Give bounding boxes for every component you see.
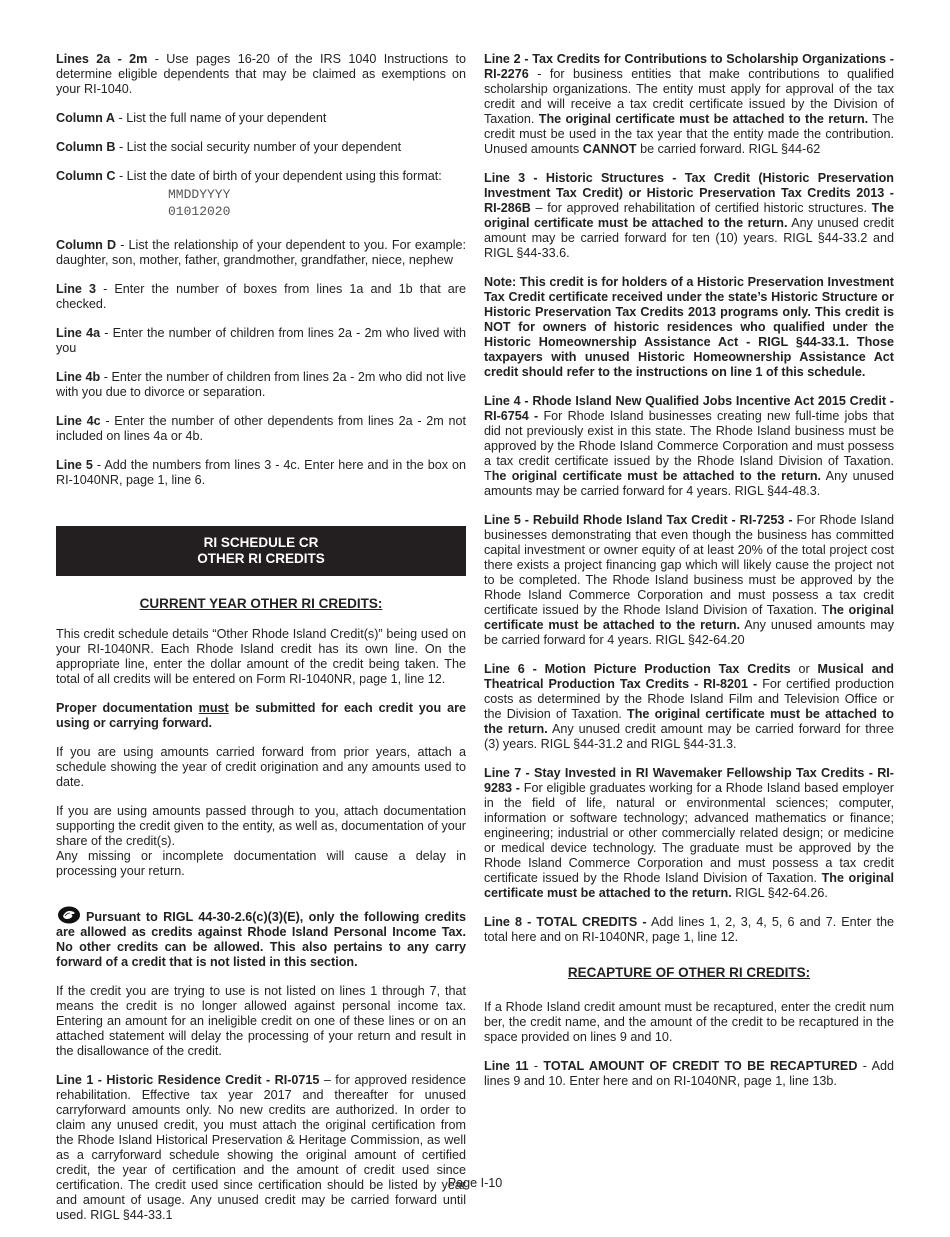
lines-2a-2m-instructions: Lines 2a - 2m - Use pages 16-20 of the IRS 1040 Instructions to determine eligible dependents that may be claimed as exemptions on your RI-1040. <box>56 52 466 96</box>
historic-preservation-note: Note: This credit is for holders of a Historic Preservation Investment Tax Credit certificate received under the state’s Historic Structure or Historic Preservation Tax Credits 2013 programs only. This credit is NOT for owners of historic residences who qualified under the Historic Homeownership Assistance Act - RIGL §44-33.1. Those taxpayers with unused Historic Homeownership Assistance Act credit should refer to the instructions on line 1 of this schedule. <box>484 275 894 379</box>
current-year-heading: CURRENT YEAR OTHER RI CREDITS: <box>139 596 383 611</box>
schedule-intro: This credit schedule details “Other Rhode Island Credit(s)” being used on your RI-1040NR. Each Rhode Island credit has its own line. On the appropriate line, enter the dollar amount of the credit being taken. The total of all credits will be entered on Form RI-1040NR, page 1, line 12. <box>56 627 466 686</box>
column-c-instructions: Column C - List the date of birth of your dependent using this format: <box>56 169 442 183</box>
right-column <box>484 52 894 1103</box>
schedule-subtitle: OTHER RI CREDITS <box>197 551 325 566</box>
recapture-instructions: If a Rhode Island credit amount must be recaptured, enter the credit num ber, the credit name, and the amount of the credit to be recaptured in the space provided on lines 9 and 10. <box>484 1000 894 1044</box>
schedule-title: RI SCHEDULE CR <box>203 535 319 550</box>
credit-line-8-instructions: Line 8 - TOTAL CREDITS - Add lines 1, 2, 3, 4, 5, 6 and 7. Enter the total here and on RI-1040NR, page 1, line 12. <box>484 915 894 944</box>
proper-documentation-note: Proper documentation must be submitted for each credit you are using or carrying forward. <box>56 701 467 730</box>
pursuant-rigl-note: Pursuant to RIGL 44-30-2.6(c)(3)(E), only the following credits are allowed as credits against Rhode Island Personal Income Tax. No other credits can be allowed. This also pertains to any carry forward of a credit that is not listed in this section. <box>56 905 466 970</box>
page-number: Page I-10 <box>447 1176 503 1190</box>
date-format-example <box>168 186 466 220</box>
missing-documentation-note: Any missing or incomplete documentation will cause a delay in processing your return. <box>56 849 466 878</box>
credit-line-6-instructions: Line 6 - Motion Picture Production Tax Credits or Musical and Theatrical Production Tax Credits - RI-8201 - For certified production costs as determined by the Rhode Island Film and Television Office or the Division of Taxation. The original certificate must be attached to the return. Any unused credit amount may be carried forward for three (3) years. RIGL §44-31.2 and RIGL §44-31.3. <box>484 662 894 751</box>
date-format: MMDDYYYY <box>168 187 231 202</box>
passed-through-note: If you are using amounts passed through to you, attach documentation supporting the credit given to the entity, as well as, documentation of your share of the credit(s). <box>56 804 466 848</box>
schedule-cr-banner <box>56 526 466 576</box>
line-4a-instructions: Line 4a - Enter the number of children from lines 2a - 2m who lived with you <box>56 326 466 355</box>
credit-line-7-instructions: Line 7 - Stay Invested in RI Wavemaker Fellowship Tax Credits - RI-9283 - For eligible graduates working for a Rhode Island based employer in the field of life, natural or environmental sciences; computer, information or software technology; advanced mathematics or finance; engineering; industrial or other commercially related design; or medicine or medical device technology. The graduate must be approved by the Rhode Island Commerce Corporation and must possess a tax credit certificate issued by the Rhode Island Division of Taxation. The original certificate must be attached to the return. RIGL §42-64.26. <box>484 766 894 900</box>
date-example: 01012020 <box>168 204 231 219</box>
credit-line-11-instructions: Line 11 - TOTAL AMOUNT OF CREDIT TO BE RECAPTURED - Add lines 9 and 10. Enter here and on RI-1040NR, page 1, line 13b. <box>484 1059 895 1088</box>
line-3-instructions: Line 3 - Enter the number of boxes from lines 1a and 1b that are checked. <box>56 282 466 311</box>
recapture-heading: RECAPTURE OF OTHER RI CREDITS: <box>567 965 811 980</box>
column-d-instructions: Column D - List the relationship of your dependent to you. For example: daughter, son, mother, father, grandmother, grandfather, niece, nephew <box>56 238 466 267</box>
not-listed-note: If the credit you are trying to use is not listed on lines 1 through 7, that means the credit is no longer allowed against personal income tax. Entering an amount for an ineligible credit on one of these lines or on an attached statement will delay the processing of your return and result in the disallowance of the credit. <box>56 984 466 1058</box>
credit-line-3-instructions: Line 3 - Historic Structures - Tax Credit (Historic Preservation Investment Tax Credit) or Historic Preservation Tax Credits 2013 - RI-286B – for approved rehabilitation of certified historic structures. The original certificate must be attached to the return. Any unused credit amount may be carried forward for ten (10) years. RIGL §44-33.2 and RIGL §44-33.6. <box>484 171 894 260</box>
line-1-instructions: Line 1 - Historic Residence Credit - RI-0715 – for approved residence rehabilitation. Effective tax year 2017 and thereafter for unused carryforward amounts only. No new credits are authorized. In order to claim any unused credit, you must attach the original certification from the Rhode Island Historical Preservation & Heritage Commission, as well as a carryforward schedule showing the original amount of certified credit, the year of certification and the amount of credit used since certification. The credit used since certification should be listed by year and amount of usage. Any unused credit may be carried forward until used. RIGL §44-33.1 <box>56 1073 466 1222</box>
credit-line-4-instructions: Line 4 - Rhode Island New Qualified Jobs Incentive Act 2015 Credit - RI-6754 - For Rhode Island businesses creating new full-time jobs that did not previously exist in this state. The Rhode Island business must be approved by the Rhode Island Commerce Corporation and must possess a tax credit certificate issued by the Rhode Island Division of Taxation. The original certificate must be attached to the return. Any unused amounts may be carried forward for 4 years. RIGL §44-48.3. <box>484 394 894 498</box>
carried-forward-note: If you are using amounts carried forward from prior years, attach a schedule showing the year of credit origination and any amounts used to date. <box>56 745 466 789</box>
hand-pointing-icon <box>56 905 82 925</box>
column-b-instructions: Column B - List the social security number of your dependent <box>56 140 402 154</box>
column-a-instructions: Column A - List the full name of your dependent <box>56 111 327 125</box>
line-4c-instructions: Line 4c - Enter the number of other dependents from lines 2a - 2m not included on lines 4a or 4b. <box>56 414 466 443</box>
credit-line-2-instructions: Line 2 - Tax Credits for Contributions to Scholarship Organizations - RI-2276 - for business entities that make contributions to qualified scholarship organizations. The entity must apply for approval of the tax credit and will receive a tax credit certificate issued by the Division of Taxation. The original certificate must be attached to the return. The credit must be used in the tax year that the entity made the contribution. Unused amounts CANNOT be carried forward. RIGL §44-62 <box>484 52 894 156</box>
credit-line-5-instructions: Line 5 - Rebuild Rhode Island Tax Credit - RI-7253 - For Rhode Island businesses demonstrating that even though the business has committed capital investment or owner equity of at least 20% of the total project cost there exists a project financing gap which will likely cause the project not to be completed. The Rhode Island business must be approved by the Rhode Island Commerce Corporation and must possess a tax credit certificate issued by the Rhode Island Division of Taxation. The original certificate must be attached to the return. Any unused amounts may be carried forward for 4 years. RIGL §42-64.20 <box>484 513 894 647</box>
line-4b-instructions: Line 4b - Enter the number of children from lines 2a - 2m who did not live with you due to divorce or separation. <box>56 370 466 399</box>
line-5-instructions: Line 5 - Add the numbers from lines 3 - 4c. Enter here and in the box on RI-1040NR, page 1, line 6. <box>56 458 466 487</box>
left-column <box>56 52 466 1237</box>
